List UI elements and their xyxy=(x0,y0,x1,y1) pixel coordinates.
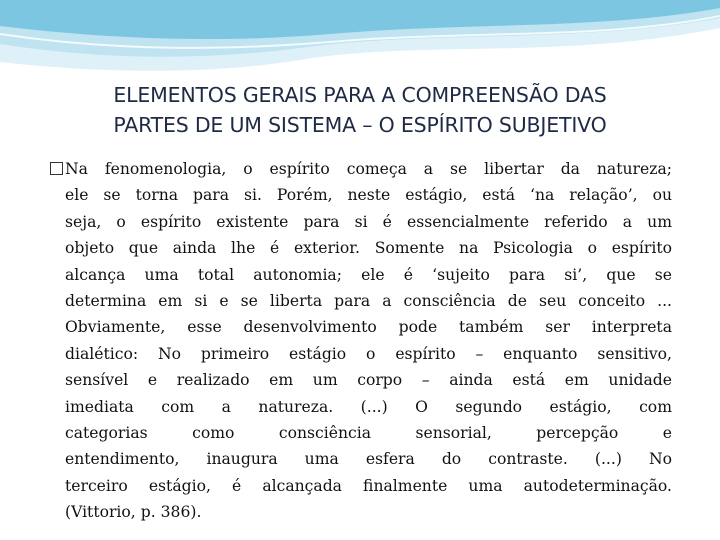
square-bullet-icon xyxy=(50,162,63,175)
paragraph-line: entendimento, inaugura uma esfera do contraste. (...) No xyxy=(65,450,672,469)
title-line-2: PARTES DE UM SISTEMA – O ESPÍRITO SUBJETIVO xyxy=(113,113,607,137)
slide-title xyxy=(40,80,680,140)
paragraph-line: determina em si e se liberta para a consciência de seu conceito ... xyxy=(65,292,672,311)
paragraph-line: objeto que ainda lhe é exterior. Somente na Psicologia o espírito xyxy=(65,239,672,258)
paragraph-line: sensível e realizado em um corpo – ainda está em unidade xyxy=(65,371,672,390)
paragraph-line: terceiro estágio, é alcançada finalmente uma autodeterminação. xyxy=(65,476,672,495)
paragraph-line: dialético: No primeiro estágio o espírito – enquanto sensitivo, xyxy=(65,344,672,363)
paragraph-line: imediata com a natureza. (...) O segundo estágio, com xyxy=(65,397,672,416)
paragraph-text xyxy=(65,156,672,526)
paragraph-line: Na fenomenologia, o espírito começa a se libertar da natureza; xyxy=(65,160,672,178)
quote-paragraph xyxy=(50,156,672,526)
paragraph-line: categorias como consciência sensorial, percepção e xyxy=(65,424,672,443)
decorative-wave-header xyxy=(0,0,720,90)
paragraph-line: ele se torna para si. Porém, neste estágio, está ‘na relação’, ou xyxy=(65,186,672,205)
paragraph-line: (Vittorio, p. 386). xyxy=(65,503,202,522)
paragraph-line: seja, o espírito existente para si é essencialmente referido a um xyxy=(65,212,672,231)
paragraph-line: alcança uma total autonomia; ele é ‘sujeito para si’, que se xyxy=(65,265,672,284)
title-line-1: ELEMENTOS GERAIS PARA A COMPREENSÃO DAS xyxy=(113,83,607,107)
paragraph-line: Obviamente, esse desenvolvimento pode também ser interpreta xyxy=(65,318,672,337)
